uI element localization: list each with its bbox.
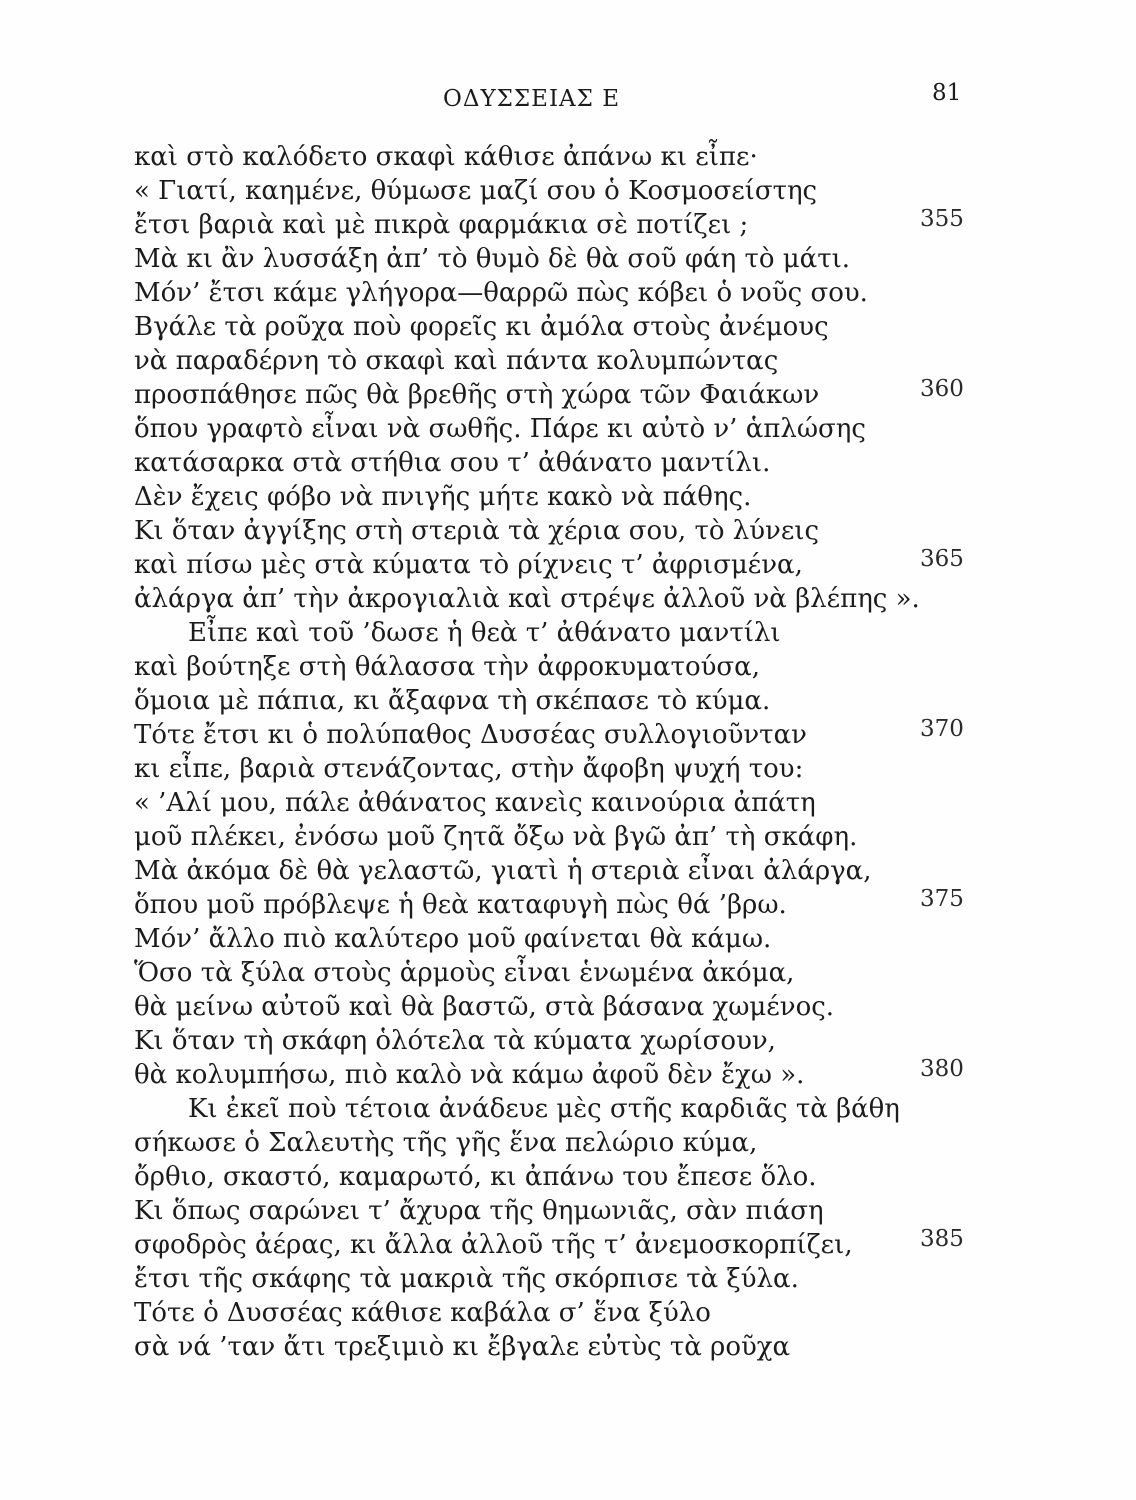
verse-line bbox=[0, 922, 1136, 956]
line-number: 355 bbox=[920, 206, 964, 232]
verse-line bbox=[0, 378, 1136, 412]
verse-line bbox=[0, 242, 1136, 276]
running-head-title: ΟΔΥΣΣΕΙΑΣ Ε bbox=[443, 86, 621, 112]
verse-text: ὅπου γραφτὸ εἶναι νὰ σωθῆς. Πάρε κι αὐτὸ ν’ ἁπλώσης bbox=[134, 414, 866, 444]
verse-line bbox=[0, 1330, 1136, 1364]
verse-text: Εἶπε καὶ τοῦ ’δωσε ἡ θεὰ τ’ ἀθάνατο μαντίλι bbox=[188, 618, 781, 648]
verse-text: κι εἶπε, βαριὰ στενάζοντας, στὴν ἄφοβη ψυχή του: bbox=[134, 754, 804, 784]
verse-line bbox=[0, 582, 1136, 616]
verse-text: Κι ὅπως σαρώνει τ’ ἄχυρα τῆς θημωνιᾶς, σὰν πιάση bbox=[134, 1196, 824, 1226]
verse-line bbox=[0, 1126, 1136, 1160]
verse-text: Δὲν ἔχεις φόβο νὰ πνιγῆς μήτε κακὸ νὰ πάθης. bbox=[134, 482, 752, 512]
verse-text: Κι ὅταν τὴ σκάφη ὁλότελα τὰ κύματα χωρίσουν, bbox=[134, 1026, 776, 1056]
verse-line bbox=[0, 650, 1136, 684]
verse-text: ὅμοια μὲ πάπια, κι ἄξαφνα τὴ σκέπασε τὸ κύμα. bbox=[134, 686, 771, 716]
verse-text: Κι ἐκεῖ ποὺ τέτοια ἀνάδευε μὲς στῆς καρδιᾶς τὰ βάθη bbox=[188, 1094, 900, 1124]
verse-line bbox=[0, 514, 1136, 548]
verse-line bbox=[0, 1092, 1136, 1126]
verse-text: καὶ βούτηξε στὴ θάλασσα τὴν ἀφροκυματούσα, bbox=[134, 652, 760, 682]
verse-text: καὶ πίσω μὲς στὰ κύματα τὸ ρίχνεις τ’ ἀφρισμένα, bbox=[134, 550, 803, 580]
verse-text: Μόν’ ἄλλο πιὸ καλύτερο μοῦ φαίνεται θὰ κάμω. bbox=[134, 924, 772, 954]
verse-line bbox=[0, 1058, 1136, 1092]
verse-text: ἔτσι τῆς σκάφης τὰ μακριὰ τῆς σκόρπισε τὰ ξύλα. bbox=[134, 1264, 799, 1294]
verse-line bbox=[0, 956, 1136, 990]
verse-line bbox=[0, 888, 1136, 922]
verse-line bbox=[0, 820, 1136, 854]
verse-text: ὅπου μοῦ πρόβλεψε ἡ θεὰ καταφυγὴ πὼς θά ’βρω. bbox=[134, 890, 787, 920]
verse-line bbox=[0, 412, 1136, 446]
verse-line bbox=[0, 310, 1136, 344]
verse-line bbox=[0, 616, 1136, 650]
line-number: 375 bbox=[920, 886, 964, 912]
verse-text: καὶ στὸ καλόδετο σκαφὶ κάθισε ἀπάνω κι εἶπε· bbox=[134, 142, 758, 172]
verse-line bbox=[0, 1160, 1136, 1194]
page-number: 81 bbox=[932, 80, 962, 106]
verse-line bbox=[0, 276, 1136, 310]
verse-text: Τότε ἔτσι κι ὁ πολύπαθος Δυσσέας συλλογιοῦνταν bbox=[134, 720, 807, 750]
line-number: 360 bbox=[920, 376, 964, 402]
verse-text: Τότε ὁ Δυσσέας κάθισε καβάλα σ’ ἕνα ξύλο bbox=[134, 1298, 711, 1328]
verse-text: σφοδρὸς ἀέρας, κι ἄλλα ἀλλοῦ τῆς τ’ ἀνεμοσκορπίζει, bbox=[134, 1230, 853, 1260]
verse-text: Μὰ ἀκόμα δὲ θὰ γελαστῶ, γιατὶ ἡ στεριὰ εἶναι ἀλάργα, bbox=[134, 856, 872, 886]
verse-text: θὰ κολυμπήσω, πιὸ καλὸ νὰ κάμω ἀφοῦ δὲν ἔχω ». bbox=[134, 1060, 805, 1090]
verse-text: σὰ νά ’ταν ἄτι τρεξιμιὸ κι ἔβγαλε εὐτὺς τὰ ροῦχα bbox=[134, 1332, 791, 1362]
verse-text: Μὰ κι ἂν λυσσάξη ἀπ’ τὸ θυμὸ δὲ θὰ σοῦ φάη τὸ μάτι. bbox=[134, 244, 851, 274]
verse-line bbox=[0, 1228, 1136, 1262]
verse-line bbox=[0, 548, 1136, 582]
verse-text: Ὅσο τὰ ξύλα στοὺς ἁρμοὺς εἶναι ἑνωμένα ἀκόμα, bbox=[134, 958, 795, 988]
verse-text: Μόν’ ἔτσι κάμε γλήγορα—θαρρῶ πὼς κόβει ὁ νοῦς σου. bbox=[134, 278, 868, 308]
verse-line bbox=[0, 786, 1136, 820]
verse-list bbox=[0, 140, 1136, 1364]
verse-line bbox=[0, 1194, 1136, 1228]
verse-line bbox=[0, 208, 1136, 242]
verse-line bbox=[0, 684, 1136, 718]
verse-line bbox=[0, 174, 1136, 208]
verse-text: σήκωσε ὁ Σαλευτὴς τῆς γῆς ἕνα πελώριο κύμα, bbox=[134, 1128, 758, 1158]
verse-line bbox=[0, 718, 1136, 752]
verse-line bbox=[0, 1262, 1136, 1296]
verse-line bbox=[0, 854, 1136, 888]
verse-text: κατάσαρκα στὰ στήθια σου τ’ ἀθάνατο μαντίλι. bbox=[134, 448, 771, 478]
verse-text: « ’Αλί μου, πάλε ἀθάνατος κανεὶς καινούρια ἀπάτη bbox=[134, 788, 816, 818]
line-number: 385 bbox=[920, 1226, 964, 1252]
verse-line bbox=[0, 1024, 1136, 1058]
verse-line bbox=[0, 344, 1136, 378]
verse-text: Βγάλε τὰ ροῦχα ποὺ φορεῖς κι ἀμόλα στοὺς ἀνέμους bbox=[134, 312, 829, 342]
verse-line bbox=[0, 752, 1136, 786]
verse-text: Κι ὅταν ἀγγίξης στὴ στεριὰ τὰ χέρια σου, τὸ λύνεις bbox=[134, 516, 820, 546]
verse-line bbox=[0, 140, 1136, 174]
verse-line bbox=[0, 1296, 1136, 1330]
verse-text: μοῦ πλέκει, ἐνόσω μοῦ ζητᾶ ὄξω νὰ βγῶ ἀπ’ τὴ σκάφη. bbox=[134, 822, 858, 852]
line-number: 370 bbox=[920, 716, 964, 742]
verse-line bbox=[0, 990, 1136, 1024]
verse-line bbox=[0, 446, 1136, 480]
verse-text: θὰ μείνω αὐτοῦ καὶ θὰ βαστῶ, στὰ βάσανα χωμένος. bbox=[134, 992, 835, 1022]
line-number: 380 bbox=[920, 1056, 964, 1082]
verse-text: ἔτσι βαριὰ καὶ μὲ πικρὰ φαρμάκια σὲ ποτίζει ; bbox=[134, 210, 749, 240]
verse-text: προσπάθησε πῶς θὰ βρεθῆς στὴ χώρα τῶν Φαιάκων bbox=[134, 380, 820, 410]
verse-text: ἀλάργα ἀπ’ τὴν ἀκρογιαλιὰ καὶ στρέψε ἀλλοῦ νὰ βλέπης ». bbox=[134, 584, 920, 614]
verse-text: ὄρθιο, σκαστό, καμαρωτό, κι ἀπάνω του ἔπεσε ὅλο. bbox=[134, 1162, 817, 1192]
verse-text: « Γιατί, καημένε, θύμωσε μαζί σου ὁ Κοσμοσείστης bbox=[134, 176, 818, 206]
line-number: 365 bbox=[920, 546, 964, 572]
verse-line bbox=[0, 480, 1136, 514]
verse-text: νὰ παραδέρνη τὸ σκαφὶ καὶ πάντα κολυμπώντας bbox=[134, 346, 779, 376]
